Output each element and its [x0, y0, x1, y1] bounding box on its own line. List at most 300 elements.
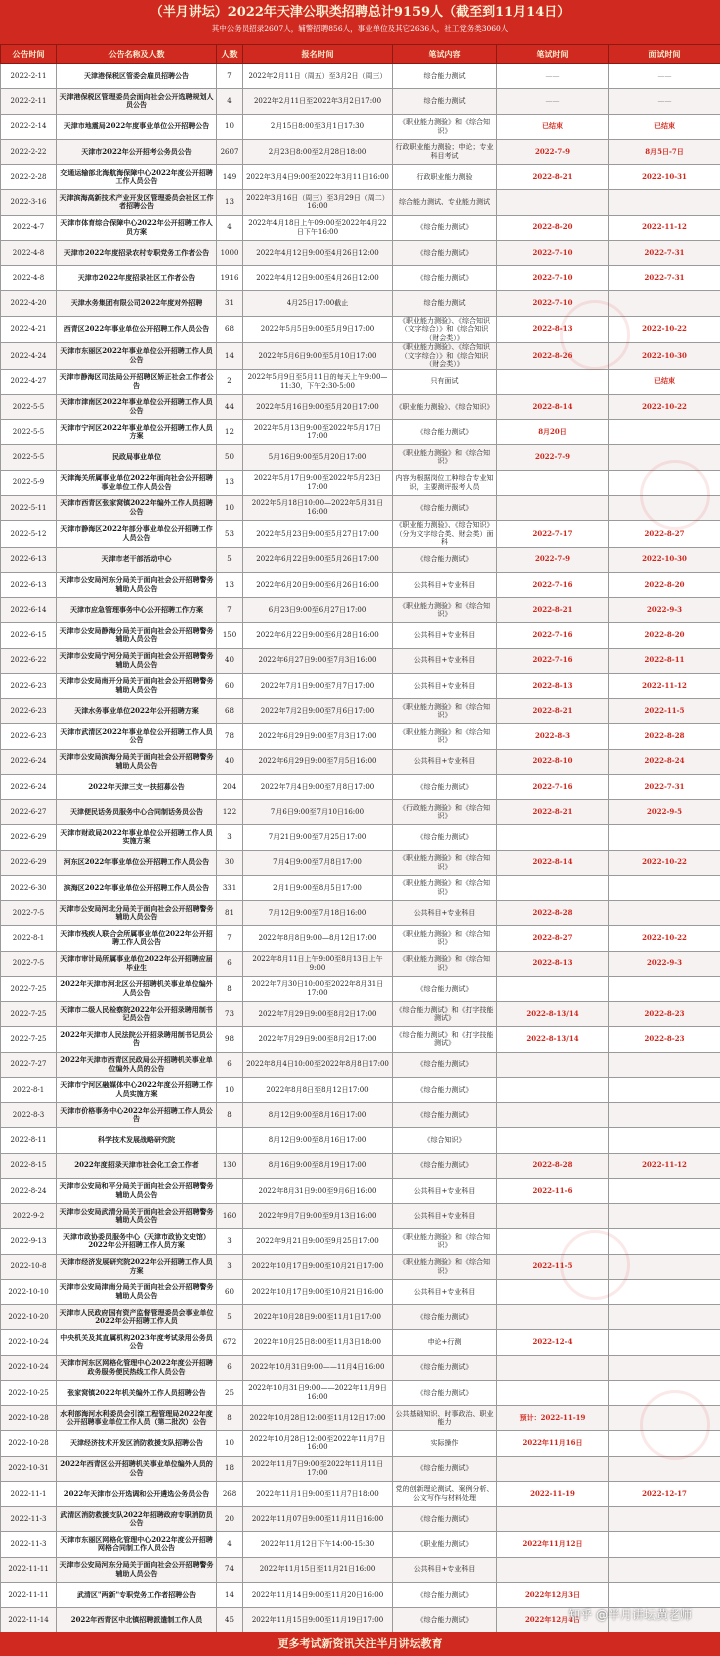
- cell-count: 3: [217, 1254, 243, 1279]
- cell-name: 天津市地震局2022年度事业单位公开招聘公告: [57, 114, 217, 139]
- cell-exam-content: 《综合能力测试》: [393, 215, 497, 240]
- page-footer: 更多考试新资讯关注半月讲坛教育: [0, 1632, 720, 1656]
- cell-interview-date: [609, 1456, 720, 1481]
- cell-exam-content: 《职业能力测验》和《综合知识》: [393, 114, 497, 139]
- cell-interview-date: [609, 1178, 720, 1203]
- cell-registration: 2022年5月18日10:00—2022年5月31日16:00: [243, 495, 393, 520]
- cell-exam-content: 《综合能力测试》: [393, 1052, 497, 1077]
- cell-name: 天津市西青区张家窝镇2022年编外工作人员招聘公告: [57, 495, 217, 520]
- cell-registration: 2022年6月22日9:00至5月26日17:00: [243, 547, 393, 572]
- cell-exam-content: 《综合能力测试》: [393, 1456, 497, 1481]
- cell-interview-date: [609, 420, 720, 445]
- cell-count: 20: [217, 1507, 243, 1532]
- cell-count: 4: [217, 215, 243, 240]
- table-row: [1, 1077, 720, 1102]
- cell-exam-date: [497, 495, 609, 520]
- cell-count: 14: [217, 343, 243, 370]
- table-row: [1, 1128, 720, 1153]
- cell-interview-date: 2022-8-20: [609, 623, 720, 648]
- cell-registration: 2022年4月12日9:00至4月26日12:00: [243, 240, 393, 265]
- cell-name: 民政局事业单位: [57, 445, 217, 470]
- cell-exam-date: [497, 1279, 609, 1304]
- table-row: [1, 1305, 720, 1330]
- cell-name: 天津市公安局滨海分局关于面向社会公开招聘警务辅助人员公告: [57, 749, 217, 774]
- cell-name: 武清区消防救援支队2022年招聘政府专职消防员公告: [57, 1507, 217, 1532]
- cell-registration: 2022年10月28日12:00至2022年11月7日16:00: [243, 1431, 393, 1456]
- table-row: [1, 1229, 720, 1254]
- cell-exam-date: 2022-8-20: [497, 215, 609, 240]
- cell-name: 天津水务事业单位2022年公开招聘方案: [57, 699, 217, 724]
- cell-exam-content: 党的创新理论测试、案例分析、公文写作与材料处理: [393, 1481, 497, 1506]
- cell-interview-date: [609, 1229, 720, 1254]
- cell-interview-date: 2022-10-22: [609, 394, 720, 419]
- cell-count: 78: [217, 724, 243, 749]
- cell-exam-date: 2022-7-9: [497, 139, 609, 164]
- cell-registration: 2022年10月25日8:00至11月3日18:00: [243, 1330, 393, 1355]
- cell-exam-content: 公共科目+专业科目: [393, 1204, 497, 1229]
- cell-exam-date: 2022年12月3日: [497, 1582, 609, 1607]
- cell-exam-content: 公共科目+专业科目: [393, 572, 497, 597]
- cell-exam-date: 2022-7-10: [497, 291, 609, 316]
- cell-exam-content: 《职业能力测验》和《综合知识》: [393, 445, 497, 470]
- table-row: [1, 547, 720, 572]
- cell-count: 8: [217, 1406, 243, 1431]
- cell-date: 2022-9-13: [1, 1229, 57, 1254]
- cell-registration: 2022年9月21日9:00至9月25日17:00: [243, 1229, 393, 1254]
- cell-registration: 2022年6月20日9:00至6月26日16:00: [243, 572, 393, 597]
- cell-registration: 2022年5月16日9:00至5月20日17:00: [243, 394, 393, 419]
- zhihu-watermark: 知乎 @半月讲坛黄老师: [568, 1608, 692, 1622]
- cell-name: 天津市体育综合保障中心2022年公开招聘工作人员方案: [57, 215, 217, 240]
- table-row: [1, 648, 720, 673]
- cell-date: 2022-2-11: [1, 64, 57, 89]
- cell-interview-date: 2022-11-5: [609, 699, 720, 724]
- cell-interview-date: 2022-8-23: [609, 1027, 720, 1052]
- col-header-name: 公告名称及人数: [57, 45, 217, 64]
- table-row: [1, 1002, 720, 1027]
- cell-registration: 4月25日17:00截止: [243, 291, 393, 316]
- cell-name: 天津市公安局和平分局关于面向社会公开招聘警务辅助人员公告: [57, 1178, 217, 1203]
- cell-count: 8: [217, 1103, 243, 1128]
- cell-exam-content: 行政职业能力测验；申论；专业科目考试: [393, 139, 497, 164]
- cell-name: 天津市公安局静海分局关于面向社会公开招聘警务辅助人员公告: [57, 623, 217, 648]
- cell-registration: 2月1日9:00至8月5日17:00: [243, 875, 393, 900]
- cell-count: 10: [217, 495, 243, 520]
- cell-exam-content: 《职业能力测验》和《综合知识》: [393, 598, 497, 623]
- cell-count: 40: [217, 648, 243, 673]
- cell-exam-date: 2022-7-9: [497, 445, 609, 470]
- cell-count: 160: [217, 1204, 243, 1229]
- cell-date: 2022-10-31: [1, 1456, 57, 1481]
- cell-name: 天津滨海高新技术产业开发区管理委员会社区工作者招聘公告: [57, 190, 217, 215]
- cell-registration: 2022年3月16日（周三）至3月29日（周二）16:00: [243, 190, 393, 215]
- cell-registration: 7月12日9:00至7月18日16:00: [243, 901, 393, 926]
- cell-count: 18: [217, 1456, 243, 1481]
- table-row: [1, 470, 720, 495]
- cell-exam-date: 已结束: [497, 114, 609, 139]
- cell-exam-content: 《职业能力测验》和《综合知识》: [393, 850, 497, 875]
- recruitment-table: [0, 44, 720, 1633]
- cell-exam-content: 申论+行测: [393, 1330, 497, 1355]
- cell-interview-date: [609, 470, 720, 495]
- cell-count: 14: [217, 1582, 243, 1607]
- cell-count: 60: [217, 673, 243, 698]
- cell-interview-date: [609, 1380, 720, 1405]
- cell-exam-date: ——: [497, 89, 609, 114]
- cell-interview-date: [609, 1052, 720, 1077]
- cell-registration: 2022年10月31日9:00——11月4日16:00: [243, 1355, 393, 1380]
- cell-exam-content: 公共基础知识、时事政治、职业能力: [393, 1406, 497, 1431]
- table-row: [1, 1279, 720, 1304]
- cell-count: 68: [217, 316, 243, 343]
- cell-registration: 2022年11月1日9:00至11月7日18:00: [243, 1481, 393, 1506]
- cell-exam-date: [497, 1305, 609, 1330]
- cell-exam-content: 《综合能力测试》: [393, 1507, 497, 1532]
- table-row: [1, 240, 720, 265]
- cell-name: 天津市人民政府国有资产监督管理委员会事业单位2022年公开招聘工作人员: [57, 1305, 217, 1330]
- cell-date: 2022-10-28: [1, 1406, 57, 1431]
- cell-interview-date: 已结束: [609, 114, 720, 139]
- cell-interview-date: 2022-8-20: [609, 572, 720, 597]
- cell-count: 3: [217, 825, 243, 850]
- cell-count: 6: [217, 1355, 243, 1380]
- cell-exam-content: 公共科目+专业科目: [393, 1557, 497, 1582]
- cell-exam-content: 《综合能力测试》: [393, 976, 497, 1001]
- cell-interview-date: [609, 1128, 720, 1153]
- cell-exam-date: 2022年11月12日: [497, 1532, 609, 1557]
- cell-date: 2022-10-24: [1, 1330, 57, 1355]
- cell-date: 2022-6-23: [1, 673, 57, 698]
- cell-count: 10: [217, 1077, 243, 1102]
- cell-registration: 2022年10月31日9:00——2022年11月9日16:00: [243, 1380, 393, 1405]
- cell-date: 2022-11-11: [1, 1557, 57, 1582]
- cell-exam-content: 《职业能力测验》和《综合知识》: [393, 926, 497, 951]
- cell-count: 150: [217, 623, 243, 648]
- cell-date: 2022-7-5: [1, 901, 57, 926]
- cell-name: 天津市宁河区融媒体中心2022年度公开招聘工作人员实施方案: [57, 1077, 217, 1102]
- cell-count: 50: [217, 445, 243, 470]
- cell-exam-date: 2022-11-5: [497, 1254, 609, 1279]
- cell-interview-date: 2022-10-30: [609, 343, 720, 370]
- cell-exam-content: 《职业能力测验》、《综合知识》（分为文字综合类、财会类）面科: [393, 521, 497, 548]
- cell-exam-content: 《综合能力测试》: [393, 1077, 497, 1102]
- cell-name: 天津市公安局河北分局关于面向社会公开招聘警务辅助人员公告: [57, 901, 217, 926]
- cell-count: 12: [217, 420, 243, 445]
- cell-count: 13: [217, 572, 243, 597]
- cell-exam-content: 《职业能力测验》和《综合知识》: [393, 875, 497, 900]
- cell-exam-date: [497, 1103, 609, 1128]
- cell-exam-date: [497, 1456, 609, 1481]
- cell-date: 2022-6-29: [1, 850, 57, 875]
- cell-count: 1000: [217, 240, 243, 265]
- cell-date: 2022-11-14: [1, 1608, 57, 1633]
- cell-count: 98: [217, 1027, 243, 1052]
- cell-name: 2022年度招录天津市社会化工会工作者: [57, 1153, 217, 1178]
- cell-interview-date: [609, 1406, 720, 1431]
- cell-count: 10: [217, 114, 243, 139]
- cell-count: 5: [217, 547, 243, 572]
- cell-date: 2022-4-8: [1, 240, 57, 265]
- cell-count: 331: [217, 875, 243, 900]
- table-row: [1, 976, 720, 1001]
- cell-exam-content: 《综合能力测试》和《打字技能测试》: [393, 1002, 497, 1027]
- cell-date: 2022-4-20: [1, 291, 57, 316]
- cell-count: 10: [217, 1431, 243, 1456]
- cell-exam-date: 2022-8-27: [497, 926, 609, 951]
- cell-registration: 2022年6月29日9:00至7月3日17:00: [243, 724, 393, 749]
- cell-registration: 2022年10月28日12:00至11月12日17:00: [243, 1406, 393, 1431]
- cell-interview-date: 2022-10-22: [609, 316, 720, 343]
- cell-count: 31: [217, 291, 243, 316]
- table-row: [1, 926, 720, 951]
- cell-interview-date: ——: [609, 64, 720, 89]
- cell-exam-content: 《职业能力测试》: [393, 1532, 497, 1557]
- cell-interview-date: 2022-11-12: [609, 673, 720, 698]
- cell-interview-date: [609, 901, 720, 926]
- table-row: [1, 724, 720, 749]
- cell-name: 天津市2022年度招录社区工作者公告: [57, 266, 217, 291]
- cell-interview-date: [609, 291, 720, 316]
- cell-interview-date: [609, 1557, 720, 1582]
- cell-interview-date: 2022-8-27: [609, 521, 720, 548]
- table-row: [1, 875, 720, 900]
- cell-registration: 2022年2月11日（周五）至3月2日（周三）: [243, 64, 393, 89]
- cell-exam-date: [497, 976, 609, 1001]
- cell-name: 天津市公安局津南分局关于面向社会公开招聘警务辅助人员公告: [57, 1279, 217, 1304]
- cell-count: 81: [217, 901, 243, 926]
- cell-count: 7: [217, 64, 243, 89]
- cell-exam-date: 2022-11-19: [497, 1481, 609, 1506]
- cell-registration: 8月12日9:00至8月16日17:00: [243, 1128, 393, 1153]
- cell-registration: 8月12日9:00至8月16日17:00: [243, 1103, 393, 1128]
- cell-exam-content: 公共科目+专业科目: [393, 623, 497, 648]
- cell-date: 2022-6-13: [1, 547, 57, 572]
- cell-name: 天津市经济发展研究院2022年公开招聘工作人员方案: [57, 1254, 217, 1279]
- cell-exam-content: 公共科目+专业科目: [393, 1178, 497, 1203]
- cell-exam-content: 《职业能力测验》、《综合知识（文字综合）》和《综合知识（财会类）》: [393, 316, 497, 343]
- table-row: [1, 800, 720, 825]
- cell-date: 2022-6-23: [1, 724, 57, 749]
- cell-name: 中央机关及其直属机构2023年度考试录用公务员公告: [57, 1330, 217, 1355]
- cell-count: 25: [217, 1380, 243, 1405]
- cell-exam-date: 2022-8-26: [497, 343, 609, 370]
- cell-exam-date: 2022-7-16: [497, 572, 609, 597]
- table-row: [1, 114, 720, 139]
- cell-date: 2022-5-12: [1, 521, 57, 548]
- cell-interview-date: [609, 1077, 720, 1102]
- cell-name: 天津市东丽区网格化管理中心2022年度公开招聘网格合同制工作人员公告: [57, 1532, 217, 1557]
- cell-interview-date: 2022-8-28: [609, 724, 720, 749]
- cell-date: 2022-5-5: [1, 394, 57, 419]
- cell-name: 天津经济技术开发区消防救援支队招聘公告: [57, 1431, 217, 1456]
- cell-registration: 7月6日9:00至7月10日16:00: [243, 800, 393, 825]
- cell-interview-date: 2022-9-3: [609, 598, 720, 623]
- cell-exam-date: 2022-7-10: [497, 266, 609, 291]
- cell-date: 2022-5-5: [1, 420, 57, 445]
- cell-count: 2: [217, 369, 243, 394]
- cell-name: 天津市2022年公开招考公务员公告: [57, 139, 217, 164]
- cell-name: 天津海关所属事业单位2022年面向社会公开招聘事业单位工作人员公告: [57, 470, 217, 495]
- cell-exam-content: 《综合能力测试》: [393, 1305, 497, 1330]
- table-row: [1, 1103, 720, 1128]
- table-row: [1, 1178, 720, 1203]
- cell-exam-content: 公共科目+专业科目: [393, 1279, 497, 1304]
- cell-count: 7: [217, 598, 243, 623]
- cell-exam-content: 公共科目+专业科目: [393, 749, 497, 774]
- cell-date: 2022-9-2: [1, 1204, 57, 1229]
- cell-exam-content: 综合能力测试: [393, 291, 497, 316]
- cell-exam-date: 2022-7-16: [497, 623, 609, 648]
- cell-date: 2022-10-10: [1, 1279, 57, 1304]
- cell-registration: 2022年6月22日9:00至6月28日16:00: [243, 623, 393, 648]
- cell-exam-date: [497, 470, 609, 495]
- table-row: [1, 1532, 720, 1557]
- cell-exam-date: [497, 190, 609, 215]
- cell-name: 交通运输部北海航海保障中心2022年度公开招聘工作人员公告: [57, 165, 217, 190]
- cell-registration: 5月16日9:00至5月20日17:00: [243, 445, 393, 470]
- table-row: [1, 495, 720, 520]
- table-row: [1, 521, 720, 548]
- table-row: [1, 215, 720, 240]
- cell-count: 5: [217, 1305, 243, 1330]
- table-row: [1, 1380, 720, 1405]
- cell-count: 13: [217, 470, 243, 495]
- cell-date: 2022-10-20: [1, 1305, 57, 1330]
- cell-date: 2022-2-11: [1, 89, 57, 114]
- table-row: [1, 266, 720, 291]
- cell-exam-date: 2022-8-21: [497, 800, 609, 825]
- cell-date: 2022-8-3: [1, 1103, 57, 1128]
- table-row: [1, 749, 720, 774]
- cell-count: 130: [217, 1153, 243, 1178]
- table-row: [1, 316, 720, 343]
- cell-date: 2022-10-28: [1, 1431, 57, 1456]
- cell-exam-date: ——: [497, 64, 609, 89]
- cell-exam-content: 《综合能力测试》: [393, 1355, 497, 1380]
- cell-interview-date: [609, 1532, 720, 1557]
- cell-registration: 2022年5月13日9:00至2022年5月17日17:00: [243, 420, 393, 445]
- cell-exam-date: [497, 825, 609, 850]
- cell-exam-content: 《综合能力测试》: [393, 420, 497, 445]
- cell-date: 2022-8-15: [1, 1153, 57, 1178]
- cell-registration: 2022年11月14日9:00至11月20日16:00: [243, 1582, 393, 1607]
- cell-count: 45: [217, 1608, 243, 1633]
- cell-count: 1916: [217, 266, 243, 291]
- cell-exam-date: 2022-11-6: [497, 1178, 609, 1203]
- cell-interview-date: [609, 1582, 720, 1607]
- table-row: [1, 951, 720, 976]
- cell-name: 天津港保税区管理委员会面向社会公开选聘规划人员公告: [57, 89, 217, 114]
- cell-interview-date: 2022-7-31: [609, 774, 720, 799]
- cell-name: 天津市静海区司法局公开招聘区矫正社会工作者公告: [57, 369, 217, 394]
- cell-exam-content: 综合能力测试: [393, 89, 497, 114]
- cell-exam-content: 《职业能力测验》和《综合知识》: [393, 1254, 497, 1279]
- cell-exam-content: 公共科目+专业科目: [393, 648, 497, 673]
- cell-date: 2022-5-11: [1, 495, 57, 520]
- cell-registration: 2022年6月27日9:00至7月3日16:00: [243, 648, 393, 673]
- cell-date: 2022-6-13: [1, 572, 57, 597]
- table-row: [1, 572, 720, 597]
- cell-count: 2607: [217, 139, 243, 164]
- cell-exam-date: 2022-7-16: [497, 774, 609, 799]
- cell-exam-content: 《综合能力测试》: [393, 1153, 497, 1178]
- page-header: [0, 0, 720, 44]
- cell-exam-date: 2022-8-13/14: [497, 1027, 609, 1052]
- cell-date: 2022-6-15: [1, 623, 57, 648]
- table-row: [1, 1406, 720, 1431]
- cell-exam-date: [497, 1557, 609, 1582]
- table-row: [1, 64, 720, 89]
- table-row: [1, 1481, 720, 1506]
- cell-count: 44: [217, 394, 243, 419]
- cell-exam-date: 2022-8-21: [497, 165, 609, 190]
- cell-registration: 2022年4月12日9:00至4月26日12:00: [243, 266, 393, 291]
- cell-exam-content: 公共科目+专业科目: [393, 673, 497, 698]
- cell-count: 68: [217, 699, 243, 724]
- cell-exam-content: 综合能力测试、专业能力测试: [393, 190, 497, 215]
- cell-registration: 2022年2月11日至2022年3月2日17:00: [243, 89, 393, 114]
- cell-name: 天津市津南区2022年事业单位公开招聘工作人员公告: [57, 394, 217, 419]
- col-header-exam-content: 笔试内容: [393, 45, 497, 64]
- cell-registration: 2022年11月12日下午14:00-15:30: [243, 1532, 393, 1557]
- cell-name: 2022年西青区公开招聘机关事业单位编外人员的公告: [57, 1456, 217, 1481]
- cell-exam-date: [497, 1507, 609, 1532]
- cell-count: 74: [217, 1557, 243, 1582]
- cell-date: 2022-4-21: [1, 316, 57, 343]
- cell-interview-date: [609, 1254, 720, 1279]
- cell-exam-content: 《职业能力测验》和《综合知识》: [393, 699, 497, 724]
- cell-exam-content: 《职业能力测验》和《综合知识》: [393, 951, 497, 976]
- cell-name: 滨海区2022年事业单位公开招聘工作人员公告: [57, 875, 217, 900]
- cell-date: 2022-3-16: [1, 190, 57, 215]
- cell-name: 2022年天津市公开选调和公开遴选公务员公告: [57, 1481, 217, 1506]
- cell-exam-content: 《职业能力测验》和《综合知识》: [393, 1229, 497, 1254]
- cell-exam-date: 2022-8-21: [497, 699, 609, 724]
- cell-interview-date: 已结束: [609, 369, 720, 394]
- cell-name: 天津市静海区2022年部分事业单位公开招聘工作人员公告: [57, 521, 217, 548]
- cell-registration: 2022年5月17日9:00至2022年5月23日17:00: [243, 470, 393, 495]
- table-row: [1, 1330, 720, 1355]
- cell-count: 8: [217, 976, 243, 1001]
- cell-exam-date: 2022-8-28: [497, 901, 609, 926]
- cell-count: 53: [217, 521, 243, 548]
- cell-count: 6: [217, 951, 243, 976]
- cell-registration: 2022年7月2日9:00至7月6日17:00: [243, 699, 393, 724]
- table-row: [1, 1153, 720, 1178]
- cell-date: 2022-11-1: [1, 1481, 57, 1506]
- cell-registration: 2022年11月15日至11月21日16:00: [243, 1557, 393, 1582]
- table-row: [1, 1582, 720, 1607]
- cell-count: 268: [217, 1481, 243, 1506]
- cell-name: 2022年天津市河北区公开招聘机关事业单位编外人员公告: [57, 976, 217, 1001]
- cell-count: 4: [217, 1532, 243, 1557]
- cell-exam-date: [497, 1052, 609, 1077]
- cell-count: 13: [217, 190, 243, 215]
- cell-exam-date: [497, 1380, 609, 1405]
- table-row: [1, 190, 720, 215]
- cell-interview-date: 2022-10-31: [609, 165, 720, 190]
- cell-interview-date: [609, 1330, 720, 1355]
- cell-interview-date: [609, 1103, 720, 1128]
- table-row: [1, 774, 720, 799]
- cell-registration: 2022年7月29日9:00至8月2日17:00: [243, 1027, 393, 1052]
- table-row: [1, 598, 720, 623]
- cell-date: 2022-6-14: [1, 598, 57, 623]
- cell-name: 2022年天津三支一扶招募公告: [57, 774, 217, 799]
- table-row: [1, 1027, 720, 1052]
- cell-count: 7: [217, 926, 243, 951]
- cell-registration: 2022年4月18日上午09:00至2022年4月22日下午16:00: [243, 215, 393, 240]
